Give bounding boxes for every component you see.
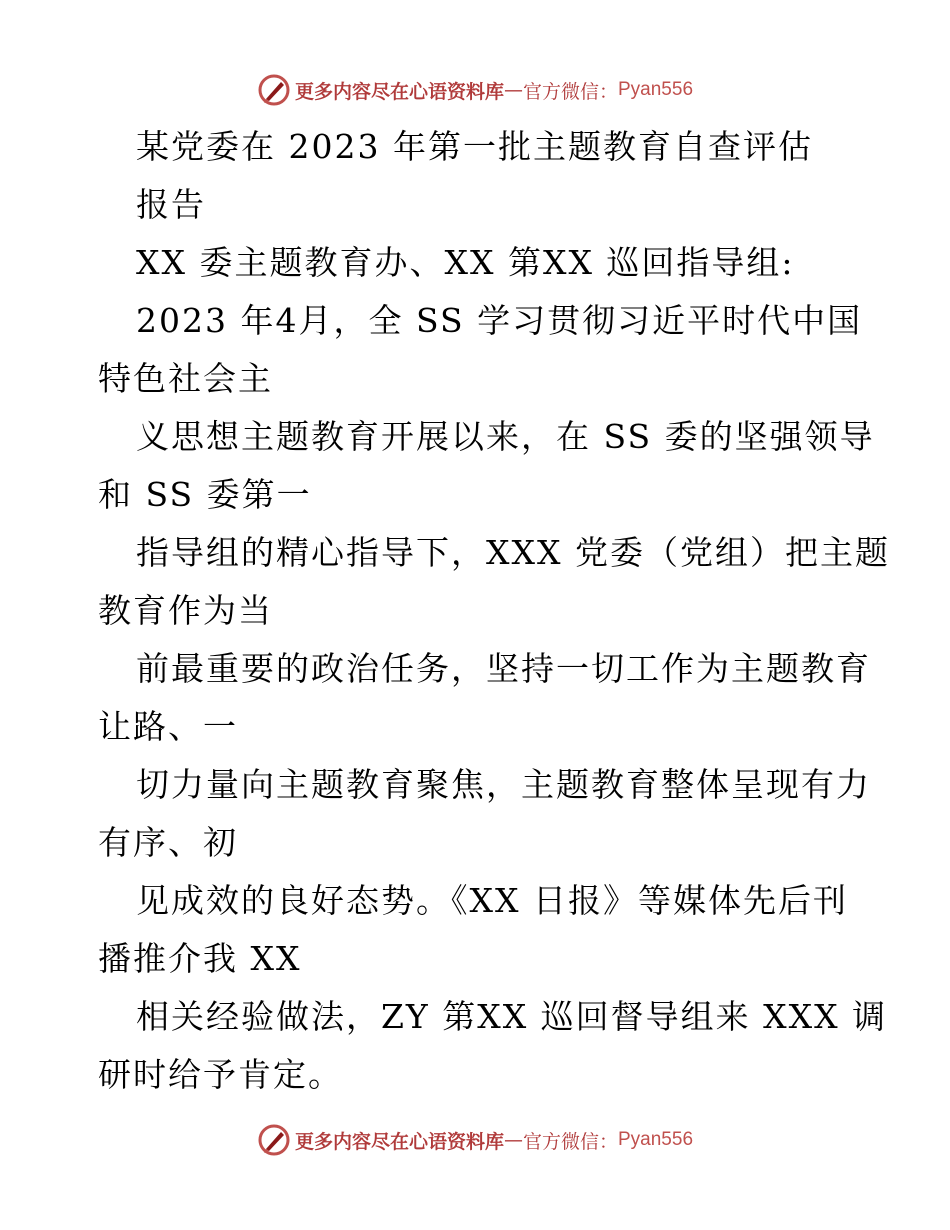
body-line: 播推介我 XX [98, 939, 302, 978]
salutation-line: XX 委主题教育办、XX 第XX 巡回指导组: [136, 243, 795, 282]
banner-dash: — [503, 1129, 523, 1151]
body-line: 2023 年4月，全 SS 学习贯彻习近平时代中国 [136, 301, 863, 340]
body-line: 前最重要的政治任务，坚持一切工作为主题教育 [136, 649, 871, 688]
body-line: 义思想主题教育开展以来，在 SS 委的坚强领导 [136, 417, 875, 456]
title-line-1: 某党委在 2023 年第一批主题教育自查评估 [136, 127, 813, 166]
header-watermark-banner [0, 70, 950, 110]
body-line: 和 SS 委第一 [98, 475, 312, 514]
pen-logo-icon [257, 1123, 291, 1157]
banner-wechat-label: 官方微信： [522, 80, 618, 103]
document-body [98, 118, 890, 1104]
body-line: 有序、初 [98, 823, 238, 862]
body-line: 切力量向主题教育聚焦，主题教育整体呈现有力 [136, 765, 871, 804]
banner-promo-text: 更多内容尽在心语资料库 [294, 80, 504, 103]
body-line: 研时给予肯定。 [98, 1055, 343, 1094]
banner-promo-text: 更多内容尽在心语资料库 [294, 1130, 504, 1153]
body-line: 特色社会主 [98, 359, 273, 398]
body-line: 指导组的精心指导下，XXX 党委（党组）把主题 [136, 533, 890, 572]
footer-watermark-banner [0, 1120, 950, 1160]
banner-wechat-label: 官方微信： [522, 1130, 618, 1153]
body-line: 让路、一 [98, 707, 238, 746]
body-line: 相关经验做法，ZY 第XX 巡回督导组来 XXX 调 [136, 997, 888, 1036]
banner-dash: — [503, 79, 523, 101]
title-line-2: 报告 [136, 185, 206, 224]
banner-account: Pyan556 [618, 1129, 694, 1150]
body-line: 教育作为当 [98, 591, 273, 630]
banner-account: Pyan556 [618, 79, 694, 100]
body-line: 见成效的良好态势。《XX 日报》等媒体先后刊 [136, 881, 848, 920]
pen-logo-icon [257, 73, 291, 107]
